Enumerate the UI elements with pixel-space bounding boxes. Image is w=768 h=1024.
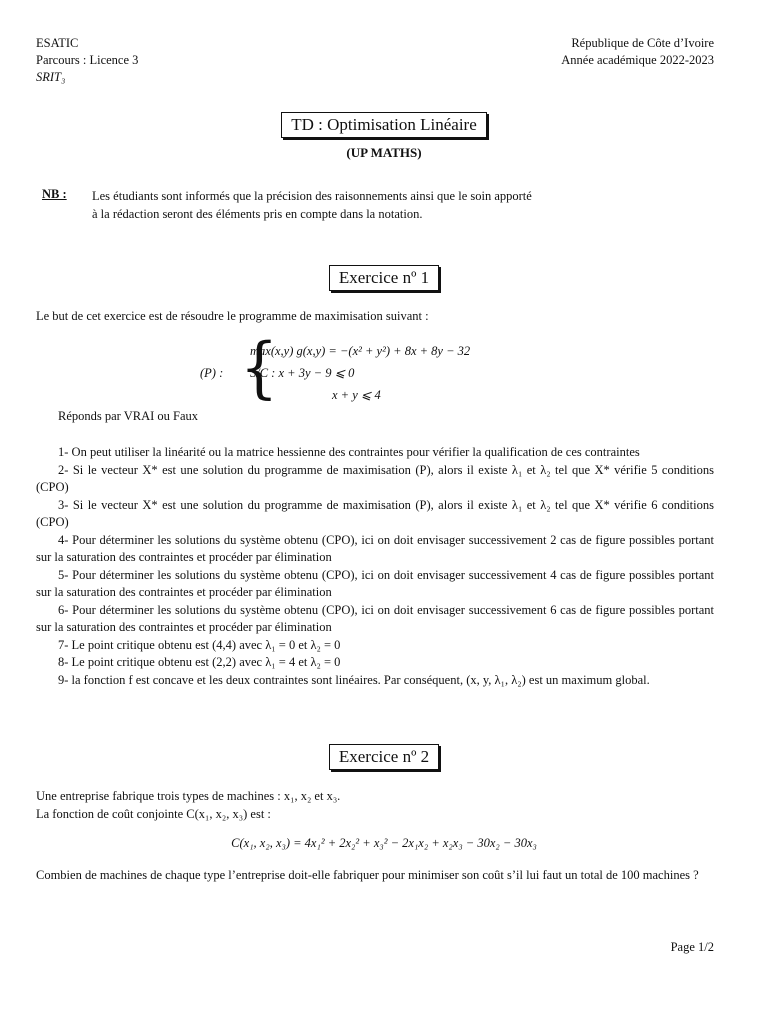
ex2-formula: C(x₁, x₂, x₃) = 4x₁² + 2x₂² + x₃² − 2x₁x₂ + x₂x₃ − 30x₂ − 30x₃	[231, 836, 537, 850]
header-left	[36, 35, 138, 86]
school-name: ESATIC	[36, 36, 79, 50]
ex1-item: 5- Pour déterminer les solutions du système obtenu (CPO), ici on doit envisager successivement 4 cas de figure possibles portant sur la saturation des contraintes et procéder par élimination	[36, 567, 714, 599]
subtitle: (UP MATHS)	[346, 145, 422, 160]
header-right	[561, 35, 714, 69]
ex1-item: 2- Si le vecteur X* est une solution du programme de maximisation (P), alors il existe λ₁ et λ₂ tel que X* vérifie 5 conditions (CPO)	[36, 462, 714, 494]
class-name: SRIT₃	[36, 70, 66, 84]
ex1-instruction: Réponds par VRAI ou Faux	[58, 409, 199, 423]
ex2-line-2: La fonction de coût conjointe C(x₁, x₂, x₃) est :	[36, 806, 271, 821]
nb-line-2: à la rédaction seront des éléments pris en compte dans la notation.	[92, 207, 423, 221]
ex2-body	[36, 788, 714, 823]
system-lines	[250, 340, 470, 406]
ex1-item: 4- Pour déterminer les solutions du système obtenu (CPO), ici on doit envisager successivement 2 cas de figure possibles portant sur la saturation des contraintes et procéder par élimination	[36, 532, 714, 564]
ex1-item: 7- Le point critique obtenu est (4,4) avec λ₁ = 0 et λ₂ = 0	[58, 637, 341, 652]
ex1-item: 1- On peut utiliser la linéarité ou la matrice hessienne des contraintes pour vérifier la qualification de ces contraintes	[58, 445, 640, 459]
ex2-question: Combien de machines de chaque type l’entreprise doit-elle fabriquer pour minimiser son coût s’il lui faut un total de 100 machines ?	[36, 868, 699, 882]
ex1-heading: Exercice nº 1	[329, 265, 439, 291]
page-title: TD : Optimisation Linéaire	[281, 112, 487, 138]
system-constraint-2: x + y ⩽ 4	[332, 388, 381, 402]
ex1-item: 9- la fonction f est concave et les deux contraintes sont linéaires. Par conséquent, (x, y, λ₁, λ₂) est un maximum global.	[58, 672, 650, 687]
ex2-heading: Exercice nº 2	[329, 744, 439, 770]
country-name: République de Côte d’Ivoire	[571, 36, 714, 50]
system-constraint-1: S/C : x + 3y − 9 ⩽ 0	[250, 366, 355, 380]
title-wrap	[0, 112, 768, 138]
brace-icon: {	[240, 329, 279, 407]
ex1-intro: Le but de cet exercice est de résoudre le programme de maximisation suivant :	[36, 309, 429, 323]
page-number: Page 1/2	[670, 940, 714, 954]
ex1-heading-wrap	[0, 265, 768, 291]
ex2-heading-wrap	[0, 744, 768, 770]
nb-text	[92, 187, 692, 223]
system-label: (P) :	[200, 366, 224, 380]
ex1-item: 6- Pour déterminer les solutions du système obtenu (CPO), ici on doit envisager successivement 6 cas de figure possibles portant sur la saturation des contraintes et procéder par élimination	[36, 602, 714, 634]
ex1-items	[36, 444, 714, 689]
system-objective: max(x,y) g(x,y) = −(x² + y²) + 8x + 8y − 32	[250, 344, 471, 358]
academic-year: Année académique 2022-2023	[561, 53, 714, 67]
program-name: Parcours : Licence 3	[36, 53, 139, 67]
ex1-item: 8- Le point critique obtenu est (2,2) avec λ₁ = 4 et λ₂ = 0	[58, 655, 341, 669]
nb-label: NB :	[42, 187, 67, 201]
ex1-item: 3- Si le vecteur X* est une solution du programme de maximisation (P), alors il existe λ₁ et λ₂ tel que X* vérifie 6 conditions (CPO)	[36, 497, 714, 529]
nb-line-1: Les étudiants sont informés que la précision des raisonnements ainsi que le soin apporté	[92, 189, 532, 203]
ex2-line-1: Une entreprise fabrique trois types de machines : x₁, x₂ et x₃.	[36, 789, 341, 803]
